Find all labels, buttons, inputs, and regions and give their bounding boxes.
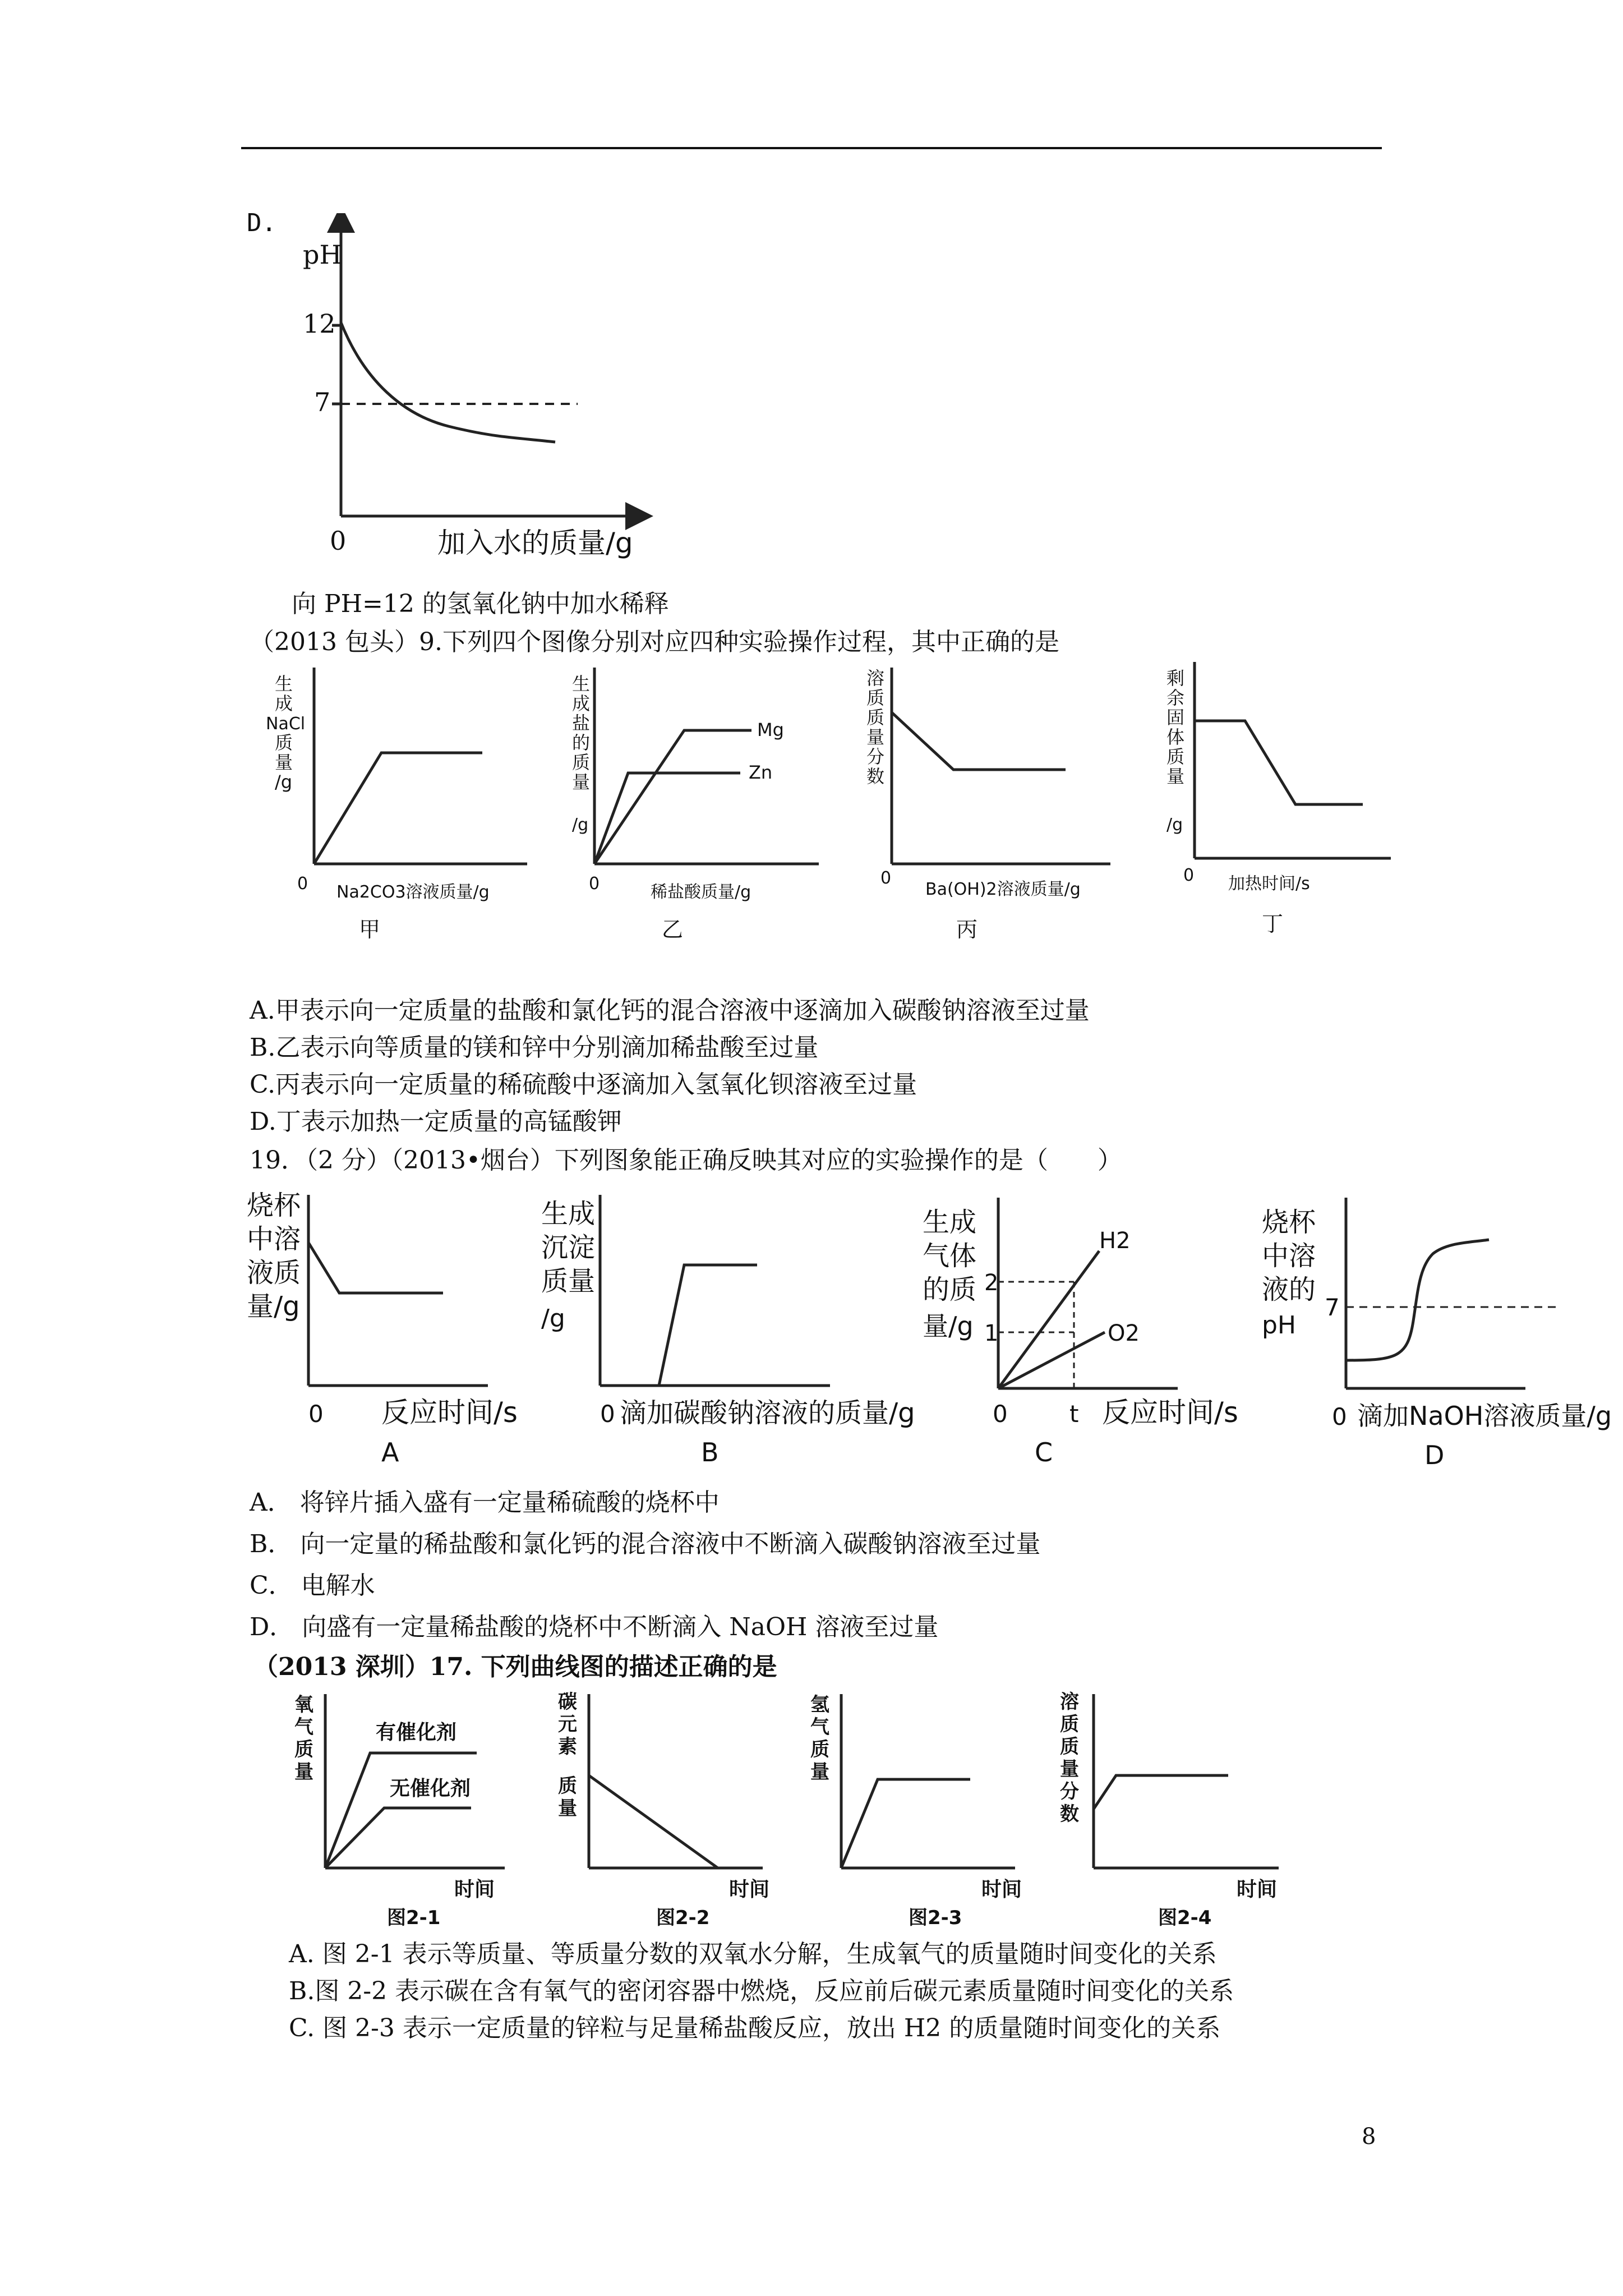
label-q17-f3-ylabel-1: 气 [810, 1716, 829, 1738]
q9-option-a: A.甲表示向一定质量的盐酸和氯化钙的混合溶液中逐滴加入碳酸钠溶液至过量 [250, 996, 1090, 1025]
header-rule [241, 147, 1382, 149]
label-q19-gD-y7: 7 [1325, 1294, 1340, 1321]
graph-yi [572, 668, 819, 942]
label-q9-g4-name: 丁 [1262, 912, 1284, 936]
label-q19-gD-name: D [1424, 1440, 1445, 1470]
label-q9-g2-ylabel-2: 盐 [572, 712, 591, 734]
q9-option-c: C.丙表示向一定质量的稀硫酸中逐滴加入氢氧化钡溶液至过量 [250, 1070, 917, 1099]
graph-bing [866, 668, 1110, 942]
label-q9-g3-origin: 0 [880, 868, 892, 888]
label-q17-f1-ylabel-2: 质 [294, 1738, 313, 1761]
figure-2-1 [294, 1694, 505, 1929]
label-q9-g4-ylabel-0: 剩 [1166, 668, 1185, 689]
label-q17-f3-name: 图2-3 [909, 1907, 962, 1929]
q9-option-b: B.乙表示向等质量的镁和锌中分别滴加稀盐酸至过量 [250, 1033, 819, 1062]
label-q19-gB-ylabel-2: 质量 [541, 1266, 596, 1297]
label-q17-f1-ylabel-1: 气 [294, 1716, 313, 1738]
graph-a [247, 1190, 518, 1467]
graph-path [1346, 1240, 1489, 1360]
label-q19-gA-ylabel-1: 中溶 [247, 1223, 301, 1255]
label-q19-gB-ylabel-0: 生成 [541, 1198, 596, 1230]
label-q17-f4-ylabel-3: 量 [1060, 1758, 1079, 1780]
label-q19-gC-name: C [1035, 1437, 1053, 1467]
q9-option-d: D.丁表示加热一定质量的高锰酸钾 [250, 1107, 622, 1136]
tick-7: 7 [314, 387, 331, 417]
label-q17-f3-ylabel-3: 量 [810, 1761, 829, 1783]
q19-option-b: B． 向一定量的稀盐酸和氯化钙的混合溶液中不断滴入碳酸钠溶液至过量 [250, 1530, 1041, 1558]
label-q9-g4-origin: 0 [1183, 866, 1195, 885]
graph-jia [266, 668, 527, 942]
graph-polyline [325, 1808, 471, 1868]
label-q17-f1-ylabel-3: 量 [294, 1761, 313, 1783]
label-q19-gA-ylabel-2: 液质 [247, 1257, 301, 1289]
label-q9-g1-ylabel-2: NaCl [266, 714, 306, 734]
label-q19-gA-ylabel-3: 量/g [247, 1291, 300, 1322]
label-q17-f2-ylabel-3: 质 [558, 1775, 577, 1797]
label-q17-f2-ylabel-1: 元 [558, 1713, 577, 1736]
label-q17-f4-ylabel-2: 质 [1060, 1736, 1079, 1758]
label-q19-gB-ylabel-3: /g [541, 1304, 565, 1333]
label-q17-f4-ylabel-5: 数 [1060, 1803, 1079, 1825]
label-q17-f3-ylabel-0: 氢 [810, 1694, 829, 1716]
ph-dilution-graph [280, 213, 662, 572]
label-q9-g4-ylabel-2: 固 [1166, 707, 1185, 728]
label-q17-f1-s1: 有催化剂 [376, 1721, 457, 1744]
label-q9-g4-ylabel-6: /g [1166, 815, 1183, 835]
label-q19-gD-xlabel: 滴加NaOH溶液质量/g [1357, 1401, 1612, 1431]
label-q19-gC-origin: 0 [993, 1400, 1008, 1428]
label-q9-g1-ylabel-5: /g [275, 771, 293, 793]
label-q9-g2-s2: Zn [749, 762, 773, 783]
label-q19-gB-name: B [701, 1437, 719, 1467]
label-q9-g3-name: 丙 [956, 917, 978, 942]
label-q9-g1-name: 甲 [359, 917, 381, 942]
graph-c [923, 1198, 1238, 1467]
label-q9-g3-ylabel-4: 分 [866, 746, 885, 767]
label-q19-gD-ylabel-1: 中溶 [1262, 1240, 1316, 1272]
label-q17-f4-ylabel-0: 溶 [1060, 1691, 1079, 1713]
graph-polyline [325, 1753, 477, 1868]
page-number: 8 [1362, 2124, 1376, 2150]
label-q9-g1-origin: 0 [297, 874, 308, 894]
graph-polyline [314, 753, 482, 864]
label-q17-f2-ylabel-4: 量 [558, 1797, 577, 1820]
label-q19-gB-xlabel: 滴加碳酸钠溶液的质量/g [620, 1397, 915, 1429]
label-q17-f1-xlabel: 时间 [454, 1878, 495, 1901]
label-q9-g3-ylabel-2: 质 [866, 707, 885, 728]
q17-option-b: B.图 2-2 表示碳在含有氧气的密闭容器中燃烧，反应前后碳元素质量随时间变化的关系 [289, 1977, 1234, 2005]
label-q19-gC-ylabel-0: 生成 [923, 1207, 977, 1238]
label-q17-f4-xlabel: 时间 [1237, 1878, 1278, 1901]
label-q9-g2-name: 乙 [662, 917, 684, 942]
label-q19-gC-s1: H2 [1099, 1228, 1131, 1254]
q17-option-a: A. 图 2-1 表示等质量、等质量分数的双氧水分解，生成氧气的质量随时间变化的关系 [289, 1940, 1217, 1968]
label-q19-gA-ylabel-0: 烧杯 [247, 1190, 301, 1221]
label-q9-g4-ylabel-1: 余 [1166, 687, 1185, 708]
graph-polyline [659, 1265, 757, 1386]
label-q19-gB-origin: 0 [600, 1400, 615, 1428]
label-q9-g2-xlabel: 稀盐酸质量/g [651, 882, 751, 902]
label-q19-gB-ylabel-1: 沉淀 [541, 1232, 596, 1263]
label-q9-g2-ylabel-3: 的 [572, 732, 591, 753]
label-q19-gC-s2: O2 [1108, 1320, 1140, 1346]
label-q19-gC-y1: 1 [984, 1320, 999, 1346]
graph-polyline [1094, 1775, 1228, 1809]
label-q19-gD-ylabel-0: 烧杯 [1262, 1207, 1316, 1238]
label-q17-f4-ylabel-4: 分 [1060, 1780, 1079, 1803]
ph-axis-label: pH [303, 240, 342, 270]
q17-graphs [280, 1683, 1436, 1930]
origin-label: 0 [330, 526, 347, 556]
label-q17-f1-name: 图2-1 [387, 1907, 441, 1929]
graph-polyline [1195, 721, 1363, 804]
label-q19-gC-ylabel-1: 气体 [923, 1240, 977, 1272]
graph-ding [1166, 662, 1391, 936]
x-axis-label: 加入水的质量/g [437, 527, 633, 559]
label-q9-g2-ylabel-6: /g [572, 815, 589, 835]
figure-2-2 [558, 1691, 769, 1929]
graph-line [998, 1332, 1105, 1388]
ph-caption: 向 PH=12 的氢氧化钠中加水稀释 [292, 590, 669, 618]
label-q17-f2-ylabel-0: 碳 [558, 1691, 577, 1713]
label-q19-gA-xlabel: 反应时间/s [381, 1396, 518, 1429]
figure-2-3 [810, 1694, 1022, 1929]
label-q17-f2-xlabel: 时间 [729, 1878, 770, 1901]
label-q9-g2-origin: 0 [589, 874, 600, 894]
graph-line [998, 1251, 1099, 1388]
label-q19-gD-origin: 0 [1332, 1403, 1347, 1430]
label-q17-f2-ylabel-2: 素 [558, 1736, 577, 1758]
q17-option-c: C. 图 2-3 表示一定质量的锌粒与足量稀盐酸反应，放出 H2 的质量随时间变化的关系 [289, 2014, 1221, 2042]
figure-2-4 [1060, 1691, 1279, 1929]
label-q9-g1-xlabel: Na2CO3溶液质量/g [336, 882, 490, 902]
label-q19-gC-ylabel-2: 的质 [923, 1274, 977, 1305]
label-q9-g1-ylabel-0: 生 [275, 673, 293, 694]
q9-title: （2013 包头）9.下列四个图像分别对应四种实验操作过程，其中正确的是 [250, 628, 1059, 656]
option-letter-d: D. [247, 209, 276, 237]
q9-graphs [258, 662, 1413, 959]
graph-polyline [892, 712, 1066, 770]
q19-title: 19．（2 分）（2013•烟台）下列图象能正确反映其对应的实验操作的是（ ） [250, 1146, 1122, 1175]
q19-graphs [241, 1186, 1623, 1478]
q17-title: （2013 深圳）17. 下列曲线图的描述正确的是 [253, 1653, 777, 1681]
label-q9-g1-ylabel-4: 量 [275, 752, 293, 773]
label-q9-g2-ylabel-5: 量 [572, 771, 591, 793]
tick-12: 12 [303, 309, 336, 339]
label-q17-f3-xlabel: 时间 [981, 1878, 1022, 1901]
label-q9-g2-s1: Mg [757, 719, 784, 740]
label-q19-gD-ylabel-2: 液的 [1262, 1274, 1316, 1305]
label-q9-g3-ylabel-5: 数 [866, 766, 885, 787]
label-q9-g4-ylabel-4: 质 [1166, 746, 1185, 767]
label-q19-gC-ylabel-3: 量/g [923, 1311, 974, 1341]
label-q9-g3-ylabel-0: 溶 [866, 668, 885, 689]
label-q19-gC-y2: 2 [984, 1270, 999, 1296]
label-q9-g2-ylabel-4: 质 [572, 752, 591, 773]
graph-polyline [308, 1243, 443, 1293]
label-q9-g1-ylabel-3: 质 [275, 732, 293, 753]
label-q9-g3-ylabel-1: 质 [866, 687, 885, 708]
label-q9-g3-xlabel: Ba(OH)2溶液质量/g [925, 880, 1081, 899]
graph-b [541, 1195, 915, 1467]
label-q17-f4-name: 图2-4 [1158, 1907, 1212, 1929]
graph-polyline [841, 1779, 970, 1868]
graph-polyline [594, 773, 740, 864]
label-q19-gA-origin: 0 [308, 1400, 324, 1428]
label-q17-f1-ylabel-0: 氧 [294, 1694, 313, 1716]
label-q9-g4-ylabel-5: 量 [1166, 766, 1185, 787]
label-q17-f4-ylabel-1: 质 [1060, 1713, 1079, 1736]
label-q9-g3-ylabel-3: 量 [866, 726, 885, 748]
label-q19-gC-xlabel: 反应时间/s [1102, 1396, 1238, 1429]
q19-option-c: C． 电解水 [250, 1571, 375, 1600]
label-q9-g2-ylabel-1: 成 [572, 693, 591, 714]
label-q17-f1-s2: 无催化剂 [390, 1777, 471, 1800]
graph-d [1262, 1198, 1612, 1470]
label-q19-gC-t: t [1069, 1400, 1079, 1428]
label-q17-f2-name: 图2-2 [656, 1907, 710, 1929]
label-q19-gD-ylabel-3: pH [1262, 1311, 1297, 1340]
label-q17-f3-ylabel-2: 质 [810, 1738, 829, 1761]
label-q19-gA-name: A [381, 1437, 399, 1467]
label-q9-g1-ylabel-1: 成 [275, 693, 293, 714]
q19-option-d: D． 向盛有一定量稀盐酸的烧杯中不断滴入 NaOH 溶液至过量 [250, 1613, 939, 1641]
label-q9-g4-ylabel-3: 体 [1166, 726, 1185, 748]
label-q9-g4-xlabel: 加热时间/s [1228, 874, 1310, 894]
graph-line [589, 1775, 718, 1868]
label-q9-g2-ylabel-0: 生 [572, 673, 591, 694]
q19-option-a: A． 将锌片插入盛有一定量稀硫酸的烧杯中 [250, 1488, 720, 1517]
